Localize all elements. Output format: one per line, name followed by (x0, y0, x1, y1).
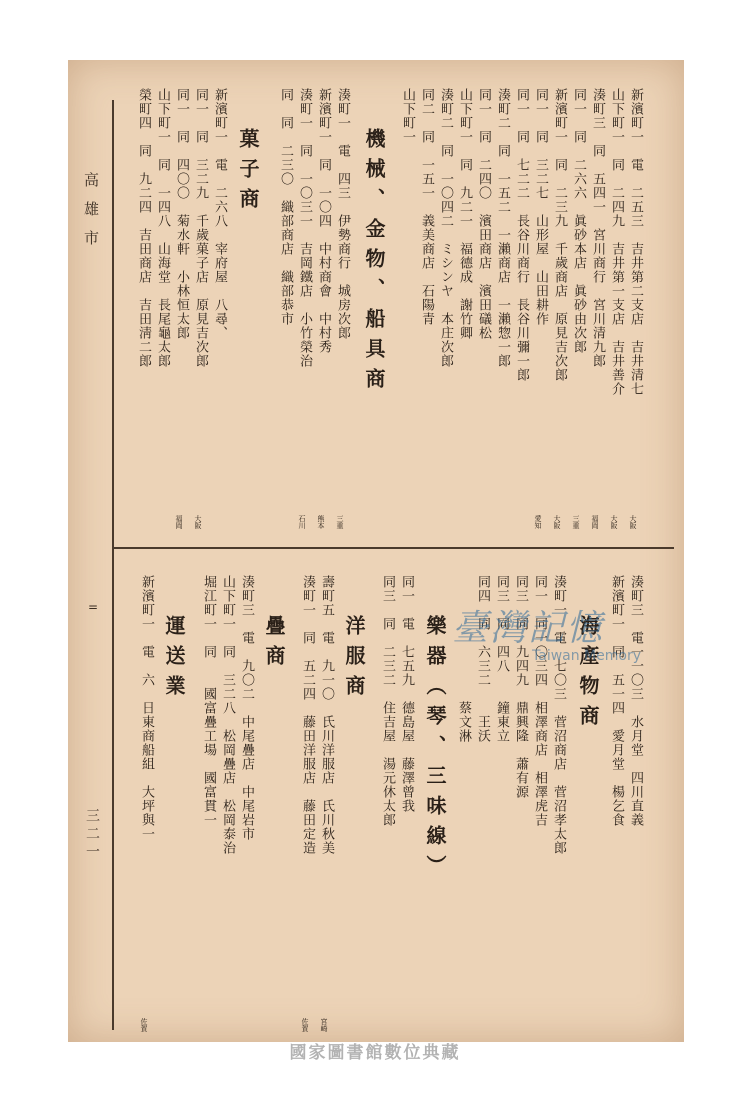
entry-column: 同四 同 六三二 王沃 (475, 575, 490, 743)
entry-column: 榮町四 同 九二四 吉田商店 吉田淸二郎 (136, 88, 151, 368)
watermark-text: 臺灣記憶 (452, 608, 605, 649)
origin-note: 大阪 (610, 515, 618, 529)
entry-column: 堀江町一 同 國富疊工場 國富貫一 (201, 575, 216, 827)
vertical-rule (112, 100, 114, 1030)
section-heading: 運送業 (162, 615, 186, 705)
document-page (68, 60, 684, 1042)
origin-note: 三重 (572, 515, 580, 529)
watermark-subtext: Taiwan Memory (532, 648, 641, 664)
entry-column: 同三 同 九四九 鼎興隆 蕭有源 (513, 575, 528, 799)
origin-note: 愛知 (534, 515, 542, 529)
watermark-logo (452, 600, 682, 670)
origin-note: 佐賀 (301, 1018, 309, 1032)
entry-column: 新濱町一 同 二三九 千歲商店 原見吉次郎 (552, 88, 567, 382)
entry-column: 同一 電 七五九 德島屋 藤澤曾我 (399, 575, 414, 813)
entry-column: 山下町一 同 二四九 吉井第一支店 吉井善介 (609, 88, 624, 396)
entry-column: 同三 同 二三二 住吉屋 湯元休太郎 (380, 575, 395, 827)
footer-credit: 國家圖書館數位典藏 (289, 1043, 461, 1063)
entry-column: 壽町五 電 九一〇 氏川洋服店 氏川秋美 (319, 575, 334, 855)
entry-column: 湊町一 電 四三 伊勢商行 城房次郎 (335, 88, 350, 340)
entry-column: 同一 同 三二七 山形屋 山田耕作 (533, 88, 548, 326)
origin-note: 福岡 (591, 515, 599, 529)
origin-note: 石川 (298, 515, 306, 529)
entry-column: 湊町三 同 五四一 宮川商行 宮川清九郎 (590, 88, 605, 368)
entry-column: 同一 同 七二二 長谷川商行 長谷川彌一郎 (514, 88, 529, 382)
entry-column: 同一 同 二四〇 濱田商店 濱田礒松 (476, 88, 491, 340)
entry-column: 湊町二 同 一五二 一瀨商店 一瀨惣一郎 (495, 88, 510, 368)
entry-column: 湊町一 電 七〇三 菅沼商店 菅沼孝太郎 (551, 575, 566, 855)
entry-column: 山下町一 同 九二一 福德成 謝竹卿 (457, 88, 472, 340)
origin-note: 佐賀 (140, 1018, 148, 1032)
margin-mark: = (88, 600, 99, 614)
entry-column: 同一 同 三二九 千歲菓子店 原見吉次郎 (193, 88, 208, 368)
entry-column: 同 同 二三〇 織部商店 織部恭市 (278, 88, 293, 326)
entry-column: 蔡文淋 (456, 575, 471, 743)
entry-column: 同一 同一〇三四 相澤商店 相澤虎吉 (532, 575, 547, 827)
section-heading: 機械、金物、船具商 (362, 128, 386, 398)
entry-column: 同三 同 四八 鐘東立 (494, 575, 509, 743)
section-heading: 菓子商 (236, 128, 260, 218)
entry-column: 湊町二 同 一〇四二 ミシンヤ 本庄次郎 (438, 88, 453, 368)
origin-note: 三重 (336, 515, 344, 529)
entry-column: 新濱町一 電 六 日東商船組 大坪與一 (139, 575, 154, 841)
entry-column: 新濱町一 同 一〇四 中村商會 中村秀 (316, 88, 331, 354)
entry-column: 新濱町一 電 二六八 宰府屋 八尋、 (212, 88, 227, 340)
origin-note: 大阪 (629, 515, 637, 529)
origin-note: 福岡 (175, 515, 183, 529)
entry-column: 湊町一 同 一〇三一 吉岡鐵店 小竹榮治 (297, 88, 312, 368)
origin-note: 熊本 (317, 515, 325, 529)
entry-column: 同一 同 二六六 眞砂本店 眞砂由次郎 (571, 88, 586, 354)
entry-column: 同二 同 一五一 義美商店 石陽青 (419, 88, 434, 326)
entry-column: 同一 同 四〇〇 菊水軒 小林恒太郎 (174, 88, 189, 340)
entry-column: 山下町一 (400, 88, 415, 144)
entry-column: 湊町一 同 五二四 藤田洋服店 藤田定造 (300, 575, 315, 855)
origin-note: 宮崎 (320, 1018, 328, 1032)
entry-column: 新濱町一 同 五一四 愛月堂 楊乞食 (609, 575, 624, 827)
entry-column: 山下町一 同 三二八 松岡疊店 松岡泰治 (220, 575, 235, 855)
horizontal-rule (114, 547, 674, 549)
entry-column: 山下町一 同 一四八 山海堂 長尾龜太郎 (155, 88, 170, 368)
section-heading: 疊商 (262, 615, 286, 675)
entry-column: 湊町三 電 九〇二 中尾疊店 中尾岩市 (239, 575, 254, 841)
section-heading: 海產物商 (576, 615, 600, 735)
entry-column: 新濱町一 電 二五三 吉井第二支店 吉井清七 (628, 88, 643, 396)
entry-column: 湊町三 電一一〇三 水月堂 四川直義 (628, 575, 643, 827)
section-heading: 洋服商 (342, 615, 366, 705)
origin-note: 大阪 (194, 515, 202, 529)
section-heading: 樂器（琴、三味線） (423, 615, 447, 885)
margin-title: 高雄市 (82, 172, 100, 259)
page-number: 三二一 (84, 808, 100, 862)
origin-note: 大阪 (553, 515, 561, 529)
